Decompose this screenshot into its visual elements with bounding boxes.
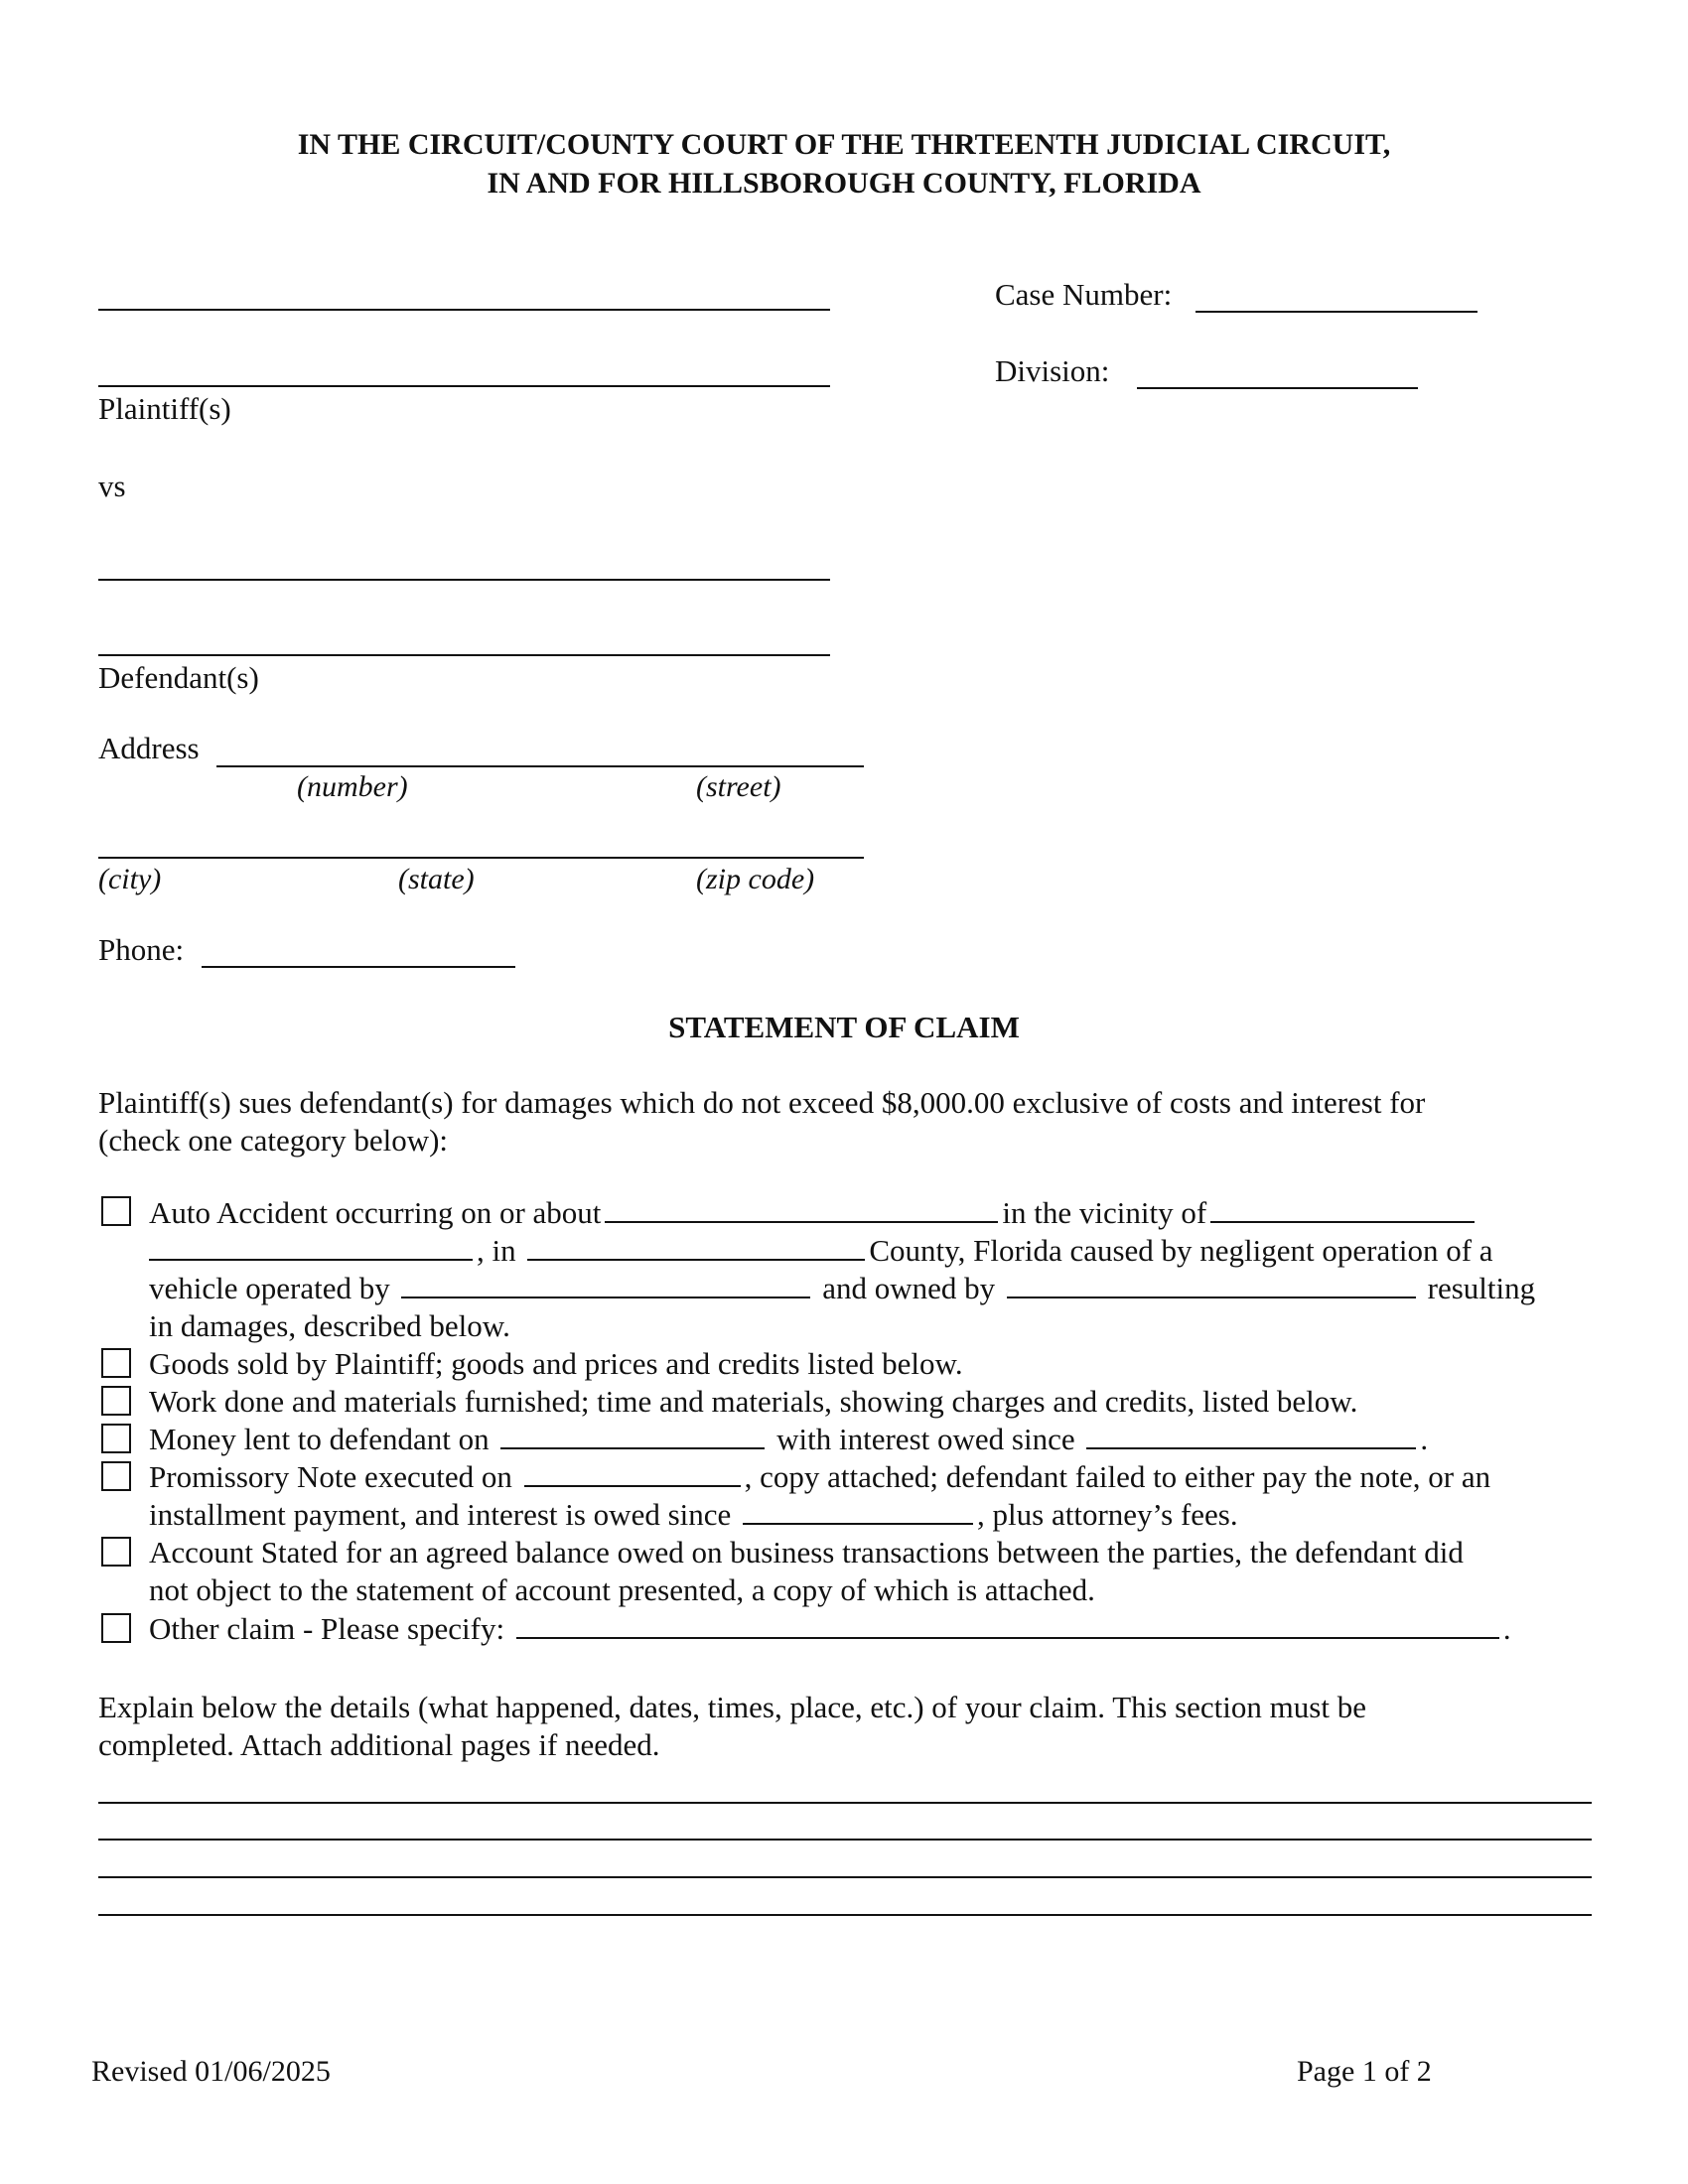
promissory-note-checkbox[interactable] [101, 1461, 131, 1491]
case-number-label: Case Number: [995, 277, 1173, 312]
auto-accident-text: Auto Accident occurring on or about in the vicinity of [149, 1195, 1478, 1231]
promissory-note-text: Promissory Note executed on , copy attached; defendant failed to either pay the note, or an [149, 1459, 1491, 1494]
court-heading-line-2: IN AND FOR HILLSBOROUGH COUNTY, FLORIDA [487, 167, 1201, 200]
operator-field[interactable] [401, 1297, 810, 1298]
promissory-note-text-2: installment payment, and interest is owed since , plus attorney’s fees. [149, 1497, 1238, 1532]
address-field[interactable] [216, 765, 864, 767]
phone-field[interactable] [202, 966, 515, 968]
auto-accident-text-3: vehicle operated by and owned by resulting [149, 1271, 1536, 1305]
work-done-text: Work done and materials furnished; time and materials, showing charges and credits, listed below. [149, 1384, 1358, 1419]
interest-since-field[interactable] [1086, 1447, 1416, 1449]
note-date-field[interactable] [524, 1485, 741, 1487]
loan-date-field[interactable] [500, 1447, 765, 1449]
details-line-2[interactable] [98, 1839, 1592, 1841]
work-done-checkbox[interactable] [101, 1386, 131, 1416]
street-caption: (street) [696, 770, 781, 803]
plaintiff-label: Plaintiff(s) [98, 391, 231, 426]
account-stated-text-1: Account Stated for an agreed balance owed on business transactions between the parties, the defendant did [149, 1535, 1464, 1570]
auto-accident-text-4: in damages, described below. [149, 1308, 510, 1343]
county-field[interactable] [527, 1259, 865, 1261]
address-label: Address [98, 731, 200, 765]
city-state-zip-field[interactable] [98, 857, 864, 859]
statement-intro-line-1: Plaintiff(s) sues defendant(s) for damages which do not exceed $8,000.00 exclusive of costs and interest for [98, 1085, 1426, 1120]
plaintiff-line-2[interactable] [98, 385, 830, 387]
owner-field[interactable] [1007, 1297, 1416, 1298]
goods-sold-checkbox[interactable] [101, 1348, 131, 1378]
accident-date-field[interactable] [605, 1221, 998, 1223]
details-line-4[interactable] [98, 1914, 1592, 1916]
phone-label: Phone: [98, 932, 185, 967]
division-field[interactable] [1137, 387, 1418, 389]
vs-label: vs [98, 469, 126, 503]
zip-caption: (zip code) [696, 863, 815, 895]
division-label: Division: [995, 353, 1110, 388]
auto-accident-text-2: , in County, Florida caused by negligent operation of a [149, 1233, 1493, 1269]
money-lent-text: Money lent to defendant on with interest owed since . [149, 1422, 1429, 1456]
account-stated-text-2: not object to the statement of account presented, a copy of which is attached. [149, 1572, 1095, 1607]
details-line-1[interactable] [98, 1802, 1592, 1804]
city-caption: (city) [98, 863, 162, 895]
other-claim-field[interactable] [516, 1637, 1499, 1639]
vicinity-field-2[interactable] [149, 1259, 473, 1261]
auto-accident-checkbox[interactable] [101, 1196, 131, 1226]
statement-title: STATEMENT OF CLAIM [668, 1010, 1020, 1044]
other-claim-checkbox[interactable] [101, 1613, 131, 1643]
account-stated-checkbox[interactable] [101, 1537, 131, 1567]
case-number-field[interactable] [1196, 311, 1477, 313]
state-caption: (state) [398, 863, 475, 895]
defendant-label: Defendant(s) [98, 660, 259, 695]
goods-sold-text: Goods sold by Plaintiff; goods and prices and credits listed below. [149, 1346, 963, 1381]
statement-intro-line-2: (check one category below): [98, 1123, 449, 1158]
details-instructions-line-2: completed. Attach additional pages if needed. [98, 1727, 660, 1762]
vicinity-field-1[interactable] [1210, 1221, 1475, 1223]
page-number: Page 1 of 2 [1297, 2055, 1432, 2088]
revision-date: Revised 01/06/2025 [91, 2055, 331, 2088]
number-caption: (number) [297, 770, 408, 803]
money-lent-checkbox[interactable] [101, 1424, 131, 1453]
court-heading-line-1: IN THE CIRCUIT/COUNTY COURT OF THE THRTEENTH JUDICIAL CIRCUIT, [297, 128, 1391, 161]
defendant-line-2[interactable] [98, 654, 830, 656]
plaintiff-line-1[interactable] [98, 309, 830, 311]
defendant-line-1[interactable] [98, 579, 830, 581]
details-instructions-line-1: Explain below the details (what happened, dates, times, place, etc.) of your claim. This section must be [98, 1690, 1366, 1724]
note-interest-since-field[interactable] [743, 1523, 973, 1525]
details-line-3[interactable] [98, 1876, 1592, 1878]
other-claim-text: Other claim - Please specify: . [149, 1611, 1511, 1646]
